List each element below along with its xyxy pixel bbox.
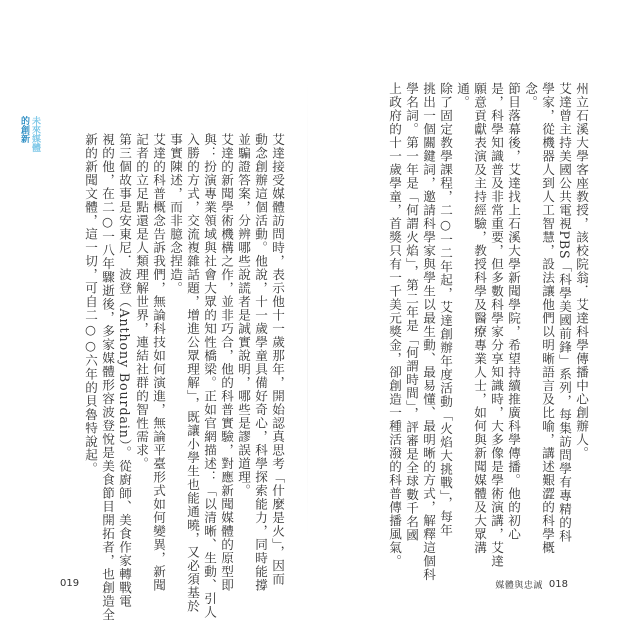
text-column: 第三個故事是安東尼．波登（Anthony Bourdain）。從廚師、美食作家轉戰電 xyxy=(117,133,132,608)
text-column: 願意貢獻表演及主持經驗，教授科學及醫療專業人士，如何與新聞媒體及大眾溝 xyxy=(472,82,487,555)
text-column: 是，科學知識普及非常重要，但多數科學家分享知識時，大多像是學術演講，艾達 xyxy=(489,82,504,568)
left-page xyxy=(0,0,308,620)
text-column: 艾達曾主持美國公共電視PBS「科學美國前鋒」系列，每集訪問學有專精的科 xyxy=(557,82,572,544)
text-column: 與：扮演專業領域與社會大眾的知性橋梁。正如官網描述：「以清晰、生動、引人 xyxy=(202,133,217,619)
text-column: 上政府的十一歲學童，首獎只有一千美元獎金，卻創造一種活潑的科普傳播風氣。 xyxy=(387,82,402,568)
text-column: 並騙證答案，分辨哪些說謊者是誠實說明，哪些是謬誤道理。 xyxy=(236,133,251,498)
text-column: 動念創辦這個活動。他說，十一歲學童具備好奇心，科學探索能力，同時能撐 xyxy=(253,133,268,592)
text-column: 入勝的方式，交流複雜話題，增進公眾理解」，既讓小學生也能通曉，又必須基於 xyxy=(185,133,200,613)
text-column: 除了固定教學課程，二○一二年起，艾達創辦年度活動「火焰大挑戰」，每年 xyxy=(438,82,453,538)
text-column: 事實陳述，而非臆念捏造。 xyxy=(168,133,183,295)
running-title: 媒體與忠誠 xyxy=(495,581,543,591)
text-column: 節目落幕後，艾達找上石溪大學新聞學院，希望持續推廣科學傳播。他的初心 xyxy=(506,82,521,541)
text-column: 州立石溪大學客座教授，該校院翁．艾達科學傳播中心創辦人。 xyxy=(574,82,589,460)
running-head-line2: 的創新 xyxy=(19,116,29,143)
text-column: 艾達的新聞學術機構之作，並非巧合，他的科普實驗，對應新聞媒體的原型即 xyxy=(219,133,234,592)
text-column: 視的他，在二○一八年驟逝後，多家媒體形容波登悅是美食節目開拓者，也創造全 xyxy=(100,133,115,621)
page-number-right: 018 xyxy=(548,579,568,590)
text-column: 通。 xyxy=(455,82,470,109)
text-column: 學名詞。第一年是「何謂火焰」，第二年是「何謂時間」，評審是全球數千名國 xyxy=(404,82,419,542)
text-column: 挑出一個關鍵詞，邀請科學家與學生以最生動、最易懂、最明晰的方式，解釋這個科 xyxy=(421,82,436,582)
running-head xyxy=(18,116,40,152)
text-column: 新的新聞文體，這一切，可自二○○六年的貝魯特說起。 xyxy=(83,133,98,476)
text-column: 記者的立足點還是人類理解世界，連結社群的智性需求。 xyxy=(134,133,149,471)
text-column: 念。 xyxy=(523,82,538,109)
left-body-text xyxy=(82,133,286,621)
running-head-line1: 未來媒體 xyxy=(30,116,40,152)
text-column: 學家，從機器人到人工智慧，設法讓他們以明晰語言及比喻，講述艱澀的科學概 xyxy=(540,82,555,555)
text-column: 艾達的科普概念告訴我們，無論科技如何演進，無論平臺形式如何變異，新聞 xyxy=(151,133,166,592)
folio-right xyxy=(495,578,568,591)
text-column: 艾達接受媒體訪問時，表示他十一歲那年，開始認真思考「什麼是火」，因而 xyxy=(270,133,285,586)
page-number-left: 019 xyxy=(60,578,80,589)
right-body-text xyxy=(386,82,590,582)
right-page xyxy=(308,0,620,620)
